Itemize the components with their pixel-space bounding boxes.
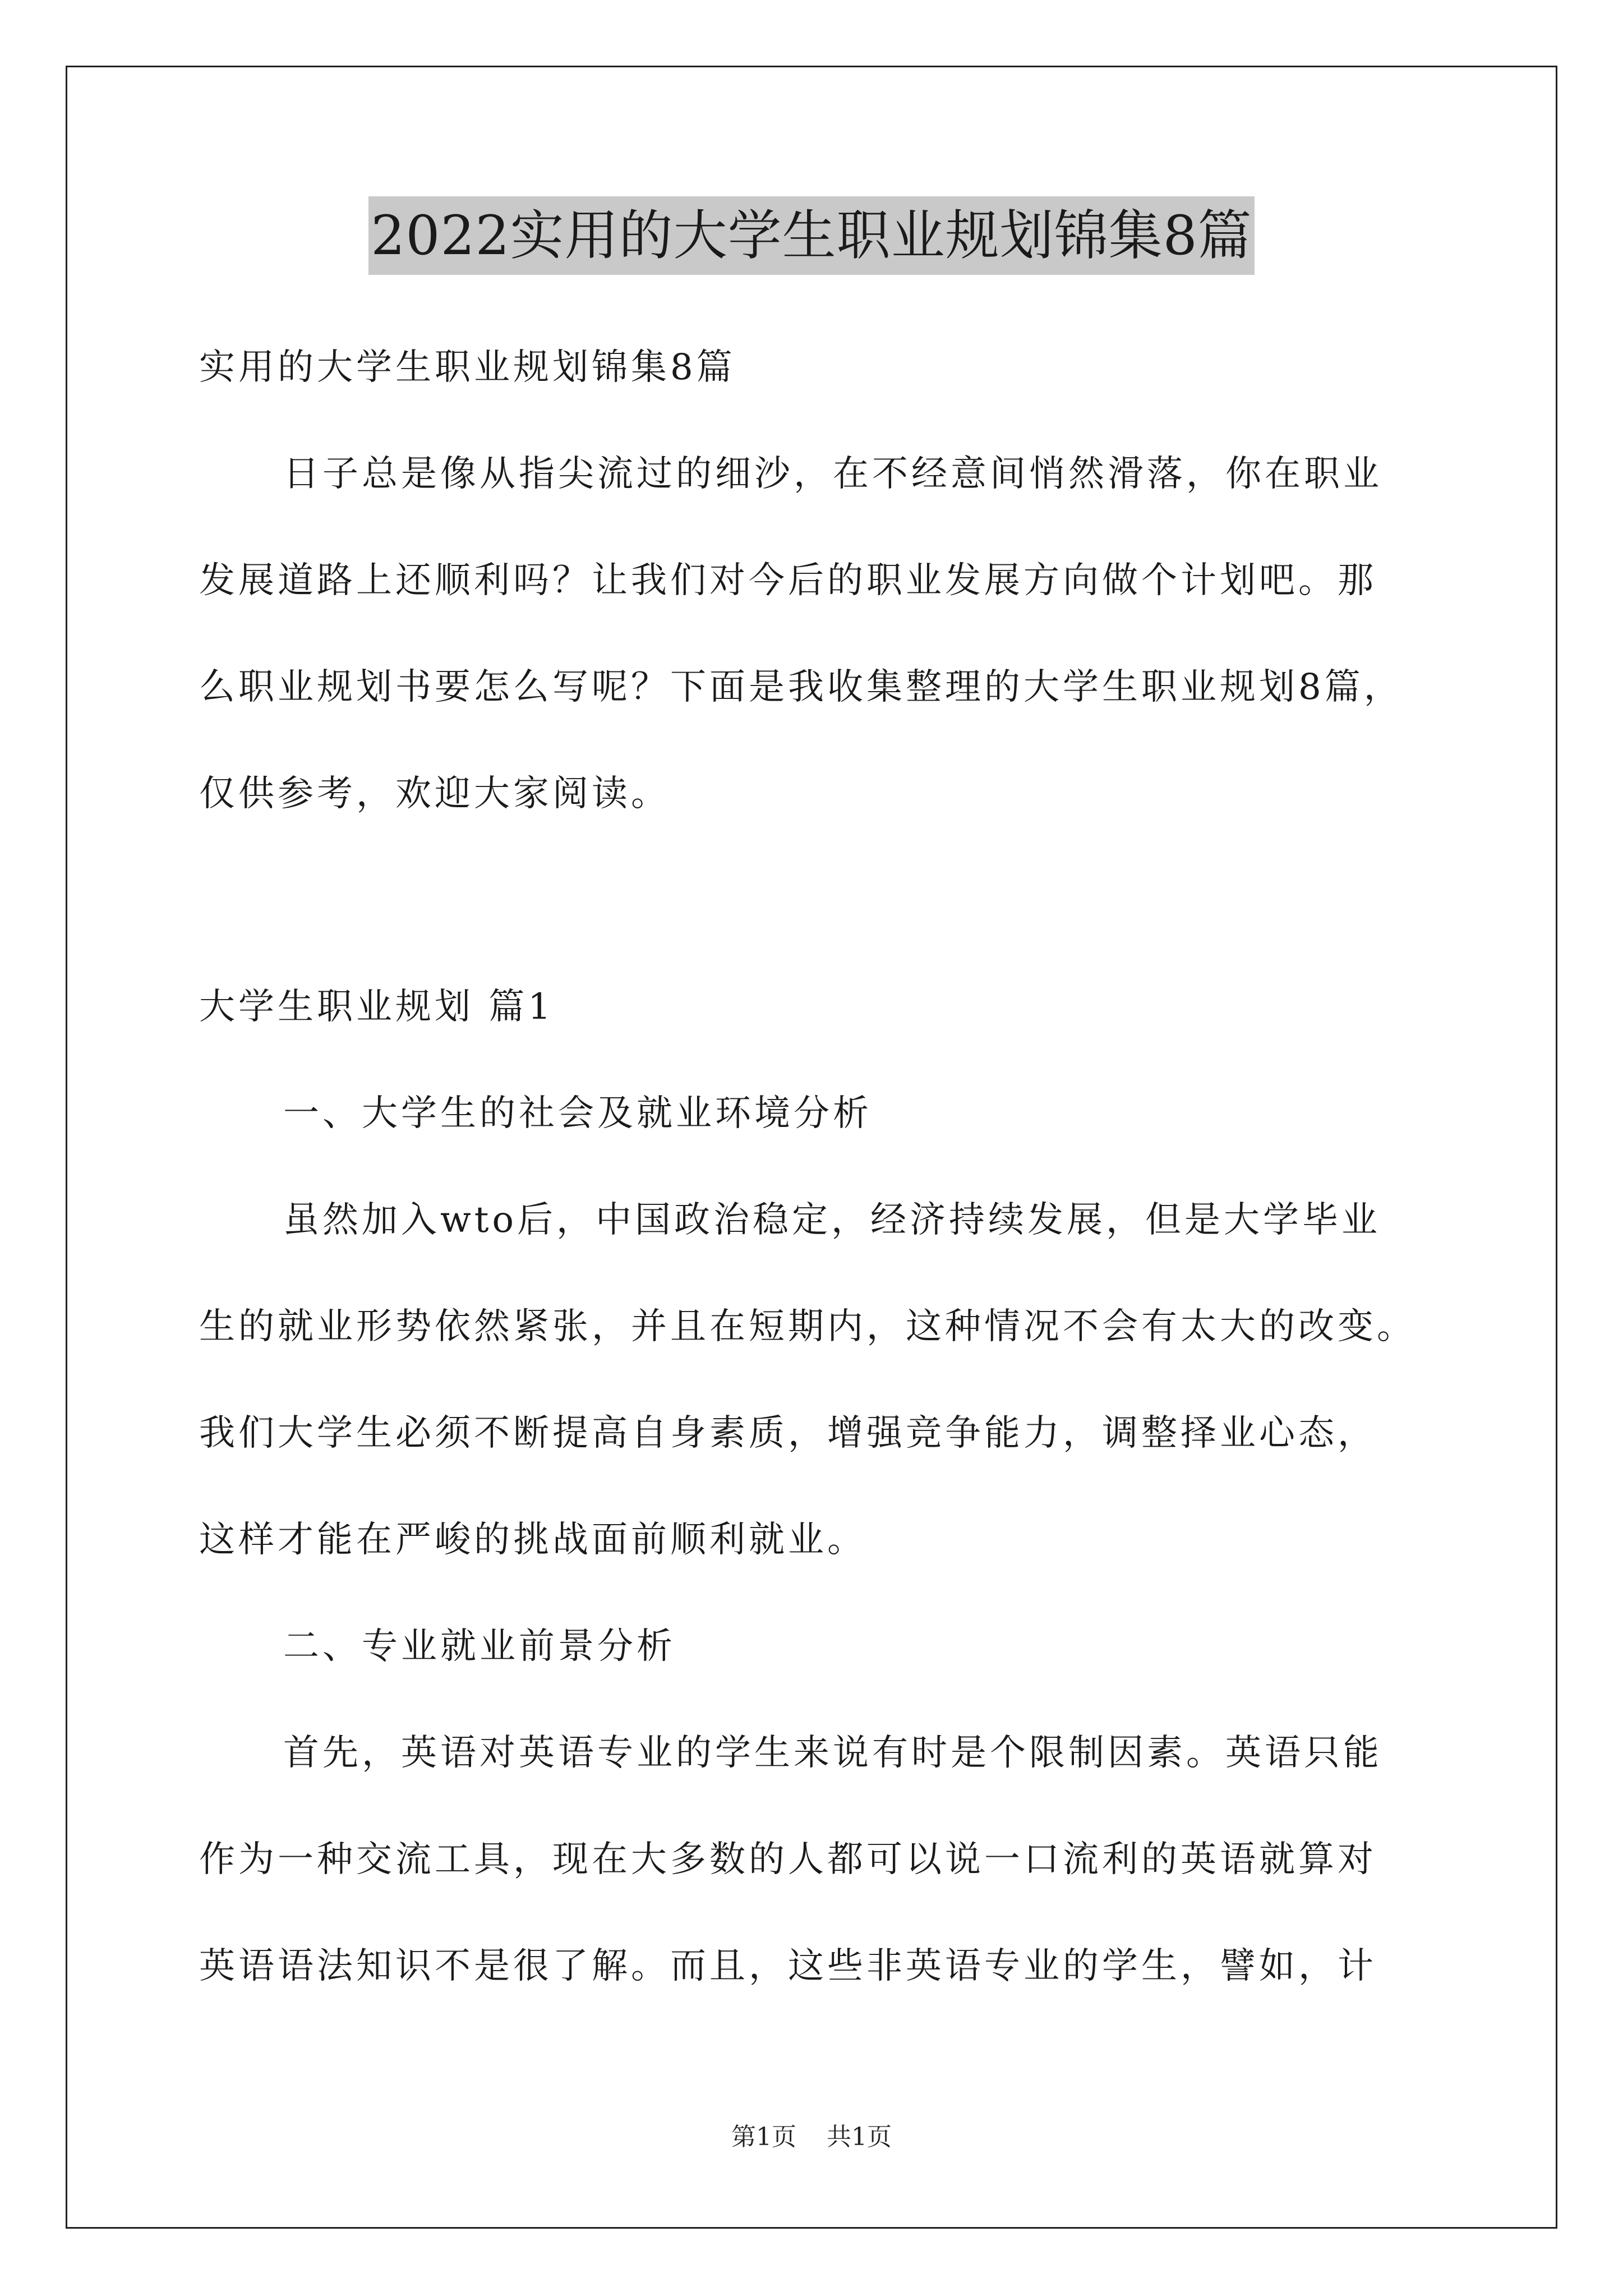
page-footer	[0, 2120, 1623, 2154]
subsection-heading: 二、专业就业前景分析	[283, 1626, 676, 1667]
page-total: 共1页	[827, 2123, 892, 2151]
paragraph-line: 作为一种交流工具，现在大多数的人都可以说一口流利的英语就算对	[199, 1839, 1377, 1880]
subtitle-line: 实用的大学生职业规划锦集8篇	[199, 347, 736, 388]
title-container	[0, 196, 1623, 275]
page-number: 第1页	[731, 2123, 796, 2151]
paragraph-line: 生的就业形势依然紧张，并且在短期内，这种情况不会有太大的改变。	[199, 1306, 1416, 1347]
paragraph-line: 这样才能在严峻的挑战面前顺利就业。	[199, 1519, 866, 1561]
document-body	[199, 314, 1422, 2019]
paragraph-line: 首先，英语对英语专业的学生来说有时是个限制因素。英语只能	[283, 1732, 1382, 1774]
blank-line	[199, 847, 1422, 954]
paragraph-line: 么职业规划书要怎么写呢？下面是我收集整理的大学生职业规划8篇，	[199, 666, 1403, 708]
paragraph-line: 日子总是像从指尖流过的细沙，在不经意间悄然滑落，你在职业	[283, 453, 1382, 495]
document-title: 2022实用的大学生职业规划锦集8篇	[368, 196, 1254, 275]
paragraph-line: 发展道路上还顺利吗？让我们对今后的职业发展方向做个计划吧。那	[199, 560, 1377, 601]
section-heading: 大学生职业规划 篇1	[199, 986, 555, 1028]
paragraph-line: 英语语法知识不是很了解。而且，这些非英语专业的学生，譬如，计	[199, 1945, 1377, 1987]
paragraph-line: 仅供参考，欢迎大家阅读。	[199, 773, 670, 815]
paragraph-line: 我们大学生必须不断提高自身素质，增强竞争能力，调整择业心态，	[199, 1412, 1377, 1454]
subsection-heading: 一、大学生的社会及就业环境分析	[283, 1093, 872, 1134]
paragraph-line: 虽然加入wto后，中国政治稳定，经济持续发展，但是大学毕业	[283, 1199, 1381, 1241]
